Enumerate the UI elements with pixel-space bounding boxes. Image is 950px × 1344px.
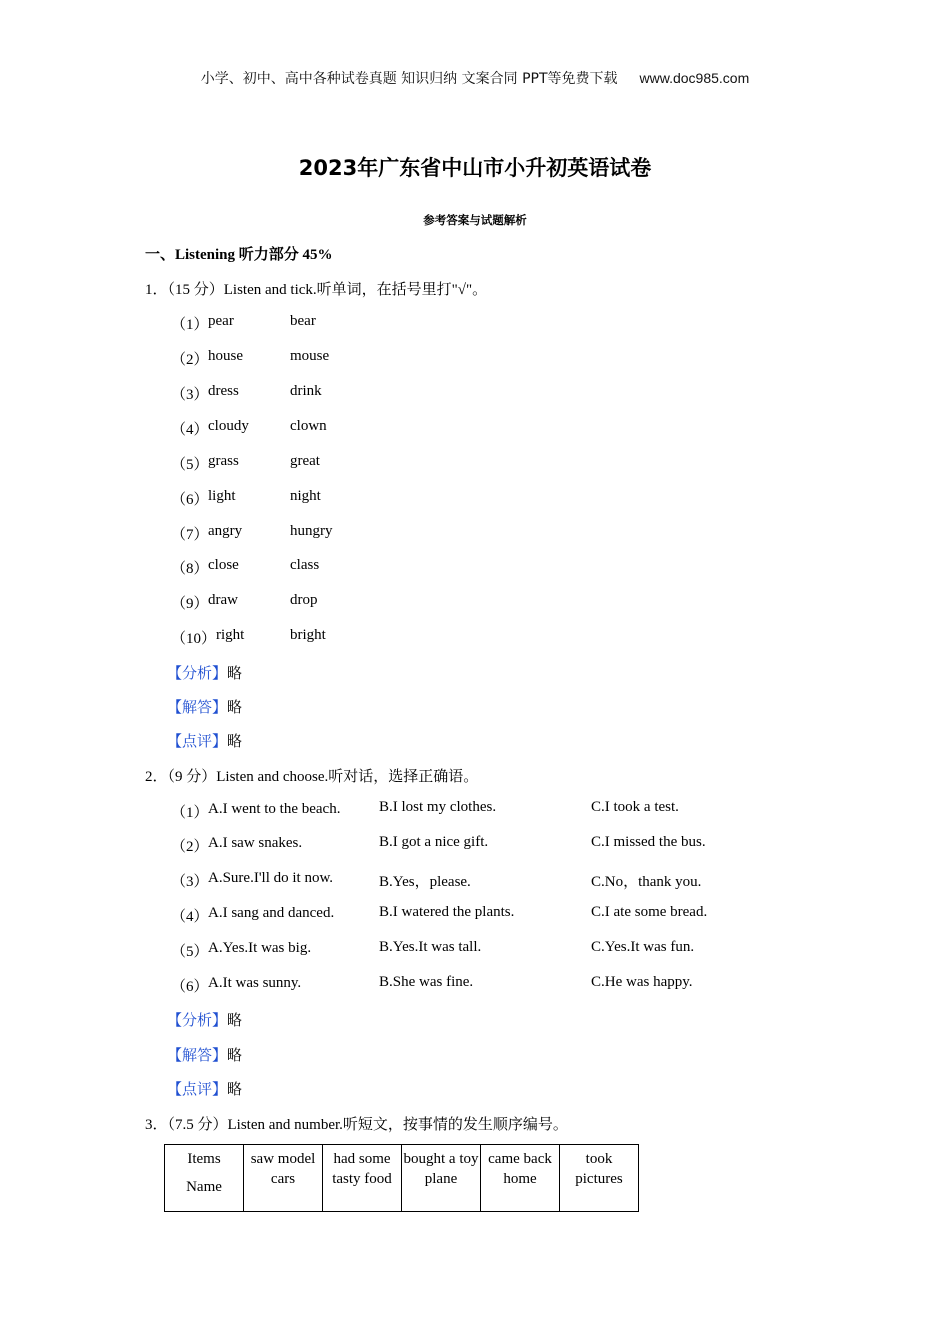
table-cell: bought a toy plane (402, 1145, 481, 1212)
q1-item-option-a: angry (208, 523, 243, 539)
question-3-stem: 3．（7.5 分）Listen and number.听短文，按事情的发生顺序编号。 (145, 1117, 568, 1133)
answer-label: 【解答】 (167, 700, 228, 716)
q2-item-number: （3） (171, 874, 209, 890)
table-header-cell (165, 1145, 244, 1212)
q1-item-option-b: bear (290, 313, 316, 329)
header-text: 小学、初中、高中各种试卷真题 知识归纳 文案合同 PPT等免费下载 (200, 71, 618, 87)
q1-item-option-a: draw (208, 592, 238, 608)
q1-item-option-a: house (208, 348, 243, 364)
page-title: 2023年广东省中山市小升初英语试卷 (298, 156, 652, 180)
q1-item-option-b: great (290, 453, 320, 469)
q2-option-a: A.It was sunny. (208, 975, 302, 991)
q2-option-c: C.I missed the bus. (591, 834, 706, 850)
q2-analysis (167, 1009, 242, 1030)
q1-answer (167, 696, 242, 717)
q2-option-a: A.I saw snakes. (208, 835, 303, 851)
q1-item-option-b: mouse (290, 348, 330, 364)
q1-analysis (167, 662, 242, 683)
q2-option-a: A.Yes.It was big. (208, 940, 312, 956)
analysis-text: 略 (227, 666, 243, 682)
q2-option-b: B.I lost my clothes. (379, 799, 497, 815)
q1-item-number: （5） (171, 457, 209, 473)
q1-item-number: （9） (171, 596, 209, 612)
q1-item-number: （7） (171, 527, 209, 543)
question-1-stem: 1．（15 分）Listen and tick.听单词，在括号里打"√"。 (145, 282, 488, 298)
answer-label: 【解答】 (167, 1048, 228, 1064)
q2-item-number: （1） (171, 805, 209, 821)
q1-comment (167, 730, 242, 751)
table-cell: came back home (481, 1145, 560, 1212)
q2-option-c: C.I took a test. (591, 799, 679, 815)
q1-item-option-b: hungry (290, 523, 333, 539)
q2-option-a: A.Sure.I'll do it now. (208, 870, 334, 886)
q1-item-option-a: dress (208, 383, 239, 399)
question-2-stem: 2．（9 分）Listen and choose.听对话，选择正确语。 (145, 769, 479, 785)
analysis-label: 【分析】 (167, 666, 228, 682)
q1-item-number: （6） (171, 492, 209, 508)
comment-label: 【点评】 (167, 734, 228, 750)
q2-option-c: C.Yes.It was fun. (591, 939, 695, 955)
q1-item-number: （3） (171, 387, 209, 403)
q1-item-number: （4） (171, 422, 209, 438)
q2-item-number: （5） (171, 944, 209, 960)
table-header-items: Items (187, 1151, 221, 1167)
analysis-label: 【分析】 (167, 1013, 228, 1029)
answer-text: 略 (227, 1048, 243, 1064)
q1-item-number: （10） (171, 631, 217, 647)
table-header-name: Name (186, 1179, 222, 1195)
q2-option-c: C.He was happy. (591, 974, 693, 990)
comment-text: 略 (227, 734, 243, 750)
q1-item-option-b: drop (290, 592, 318, 608)
q1-item-option-b: class (290, 557, 320, 573)
q1-item-number: （2） (171, 352, 209, 368)
page-subtitle: 参考答案与试题解析 (423, 213, 527, 227)
q1-item-option-a: pear (208, 313, 234, 329)
q2-option-a: A.I went to the beach. (208, 801, 341, 817)
comment-label: 【点评】 (167, 1082, 228, 1098)
q1-item-option-b: bright (290, 627, 326, 643)
q1-item-option-a: cloudy (208, 418, 249, 434)
q2-comment (167, 1078, 242, 1099)
table-row (165, 1145, 639, 1212)
q2-option-b: B.I watered the plants. (379, 904, 515, 920)
q2-item-number: （4） (171, 909, 209, 925)
comment-text: 略 (227, 1082, 243, 1098)
q1-item-option-b: clown (290, 418, 327, 434)
q1-item-option-a: grass (208, 453, 239, 469)
answer-text: 略 (227, 700, 243, 716)
q2-option-a: A.I sang and danced. (208, 905, 335, 921)
q1-item-option-b: night (290, 488, 321, 504)
q2-option-b: B.Yes，please. (379, 874, 471, 890)
analysis-text: 略 (227, 1013, 243, 1029)
table-cell: took pictures (560, 1145, 639, 1212)
q1-item-option-a: light (208, 488, 236, 504)
q1-item-option-a: right (216, 627, 245, 643)
q1-item-number: （1） (171, 317, 209, 333)
q1-item-option-b: drink (290, 383, 322, 399)
q2-item-number: （2） (171, 839, 209, 855)
q2-option-c: C.I ate some bread. (591, 904, 708, 920)
q2-option-b: B.She was fine. (379, 974, 474, 990)
q2-option-b: B.I got a nice gift. (379, 834, 489, 850)
order-table (164, 1144, 639, 1212)
q2-item-number: （6） (171, 979, 209, 995)
q1-item-number: （8） (171, 561, 209, 577)
table-cell: had some tasty food (323, 1145, 402, 1212)
page-header (0, 68, 950, 88)
q2-option-c: C.No，thank you. (591, 874, 702, 890)
q2-answer (167, 1044, 242, 1065)
q1-item-option-a: close (208, 557, 239, 573)
section-heading: 一、Listening 听力部分 45% (145, 247, 333, 263)
q2-option-b: B.Yes.It was tall. (379, 939, 482, 955)
table-cell: saw model cars (244, 1145, 323, 1212)
header-site-link[interactable]: www.doc985.com (639, 70, 750, 86)
